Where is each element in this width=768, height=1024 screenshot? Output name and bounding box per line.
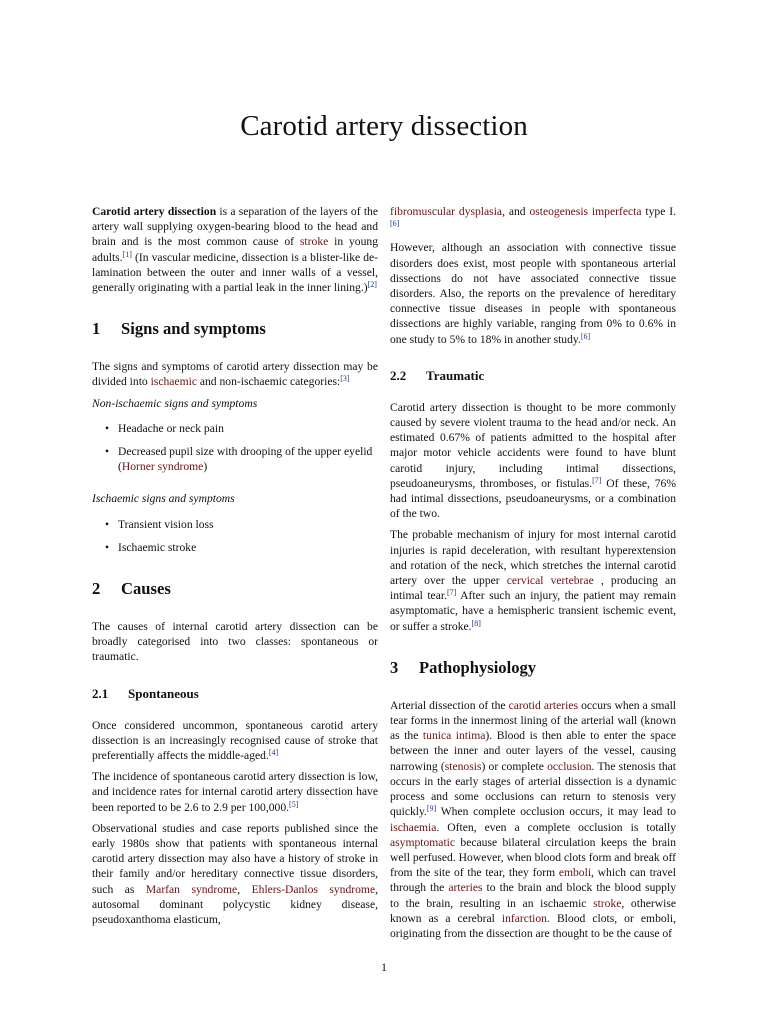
link-ehlers-danlos-syndrome[interactable]: Ehlers-Danlos syndrome — [251, 882, 376, 896]
ischaemic-subheading: Ischaemic signs and symptoms — [92, 492, 235, 506]
spontaneous-paragraph-2: The incidence of spontaneous carotid artery dissection is low, and incidence rates for internal carotid artery dissection have been reported to be 2.6 to 2.9 per 100,000.[5] — [92, 770, 378, 814]
citation-ref[interactable]: [8] — [471, 618, 481, 628]
link-cervical-vertebrae[interactable]: cervical vertebrae — [506, 574, 594, 588]
page-number: 1 — [381, 960, 387, 974]
spontaneous-paragraph-3: Observational studies and case reports published since the early 1980s show that patients with spontaneous internal carotid artery dissection may also have a history of stroke in their family and/or hereditary connective tissue disorders, such as Marfan syndrome, Ehlers-Danlos syndrome, autosomal dominant polycystic kidney disease, pseudoxanthoma elasticum, — [92, 821, 378, 927]
causes-paragraph: The causes of internal carotid artery dissection can be broadly categorised into two classes: spontaneous or traumatic. — [92, 620, 378, 664]
non-ischaemic-subheading: Non-ischaemic signs and symptoms — [92, 396, 258, 410]
link-horner-syndrome[interactable]: Horner syndrome — [121, 460, 204, 474]
non-ischaemic-list — [92, 421, 378, 475]
spontaneous-paragraph-3-continued: fibromuscular dysplasia, and osteogenesis imperfecta type I.[6] — [390, 205, 676, 229]
signs-paragraph: The signs and symptoms of carotid artery dissection may be divided into ischaemic and non-ischaemic categories:[3] — [92, 360, 378, 389]
link-ischaemic[interactable]: ischaemic — [150, 375, 197, 389]
link-infarction[interactable]: infarction — [501, 911, 547, 925]
bullet-icon: • — [105, 540, 110, 554]
traumatic-paragraph-1: Carotid artery dissection is thought to be more commonly caused by severe violent trauma to the head and/or neck. An estimated 0.67% of patients admitted to the hospital after major motor vehicle accidents were found to have blunt carotid injury, including intimal dissections, pseudoaneurysms, thromboses, or fistulas.[7] Of these, 76% had intimal dissections, pseudoaneurysms, or a combination of the two. — [390, 400, 676, 521]
citation-ref[interactable]: [9] — [426, 804, 437, 814]
citation-ref[interactable]: [5] — [289, 799, 299, 809]
link-stenosis[interactable]: stenosis — [444, 759, 482, 773]
section-heading-causes: 2 Causes — [92, 579, 171, 599]
link-arteries[interactable]: arteries — [448, 881, 483, 895]
pathophysiology-paragraph: Arterial dissection of the carotid arteries occurs when a small tear forms in the innermost lining of the arterial wall (known as the tunica intima). Blood is then able to enter the space between the inner and outer layers of the vessel, causing narrowing (stenosis) or complete occlusion. The stenosis that occurs in the early stages of arterial dissection is a dynamic process and some occlusions can return to stenosis very quickly.[9] When complete occlusion occurs, it may lead to ischaemia. Often, even a complete occlusion is totally asymptomatic because bilateral circulation keeps the brain well perfused. However, when blood clots form and break off from the site of the tear, they form emboli, which can travel through the arteries to the brain and block the blood supply to the brain, resulting in an ischaemic stroke, otherwise known as a cerebral infarction. Blood clots, or emboli, originating from the dissection are thought to be the cause of — [390, 698, 677, 940]
bullet-icon: • — [105, 445, 110, 459]
list-item: • Headache or neck pain — [105, 421, 224, 435]
citation-ref[interactable]: [4] — [268, 748, 279, 758]
section-heading-signs-and-symptoms: 1 Signs and symptoms — [92, 319, 266, 339]
citation-ref[interactable]: [1] — [122, 249, 132, 259]
citation-ref[interactable]: [2] — [367, 280, 377, 290]
link-occlusion[interactable]: occlusion — [547, 759, 592, 773]
citation-ref[interactable]: [6] — [580, 331, 591, 341]
subsection-heading-traumatic: 2.2 Traumatic — [390, 367, 485, 383]
link-asymptomatic[interactable]: asymptomatic — [390, 835, 456, 849]
left-column — [92, 204, 378, 933]
link-osteogenesis-imperfecta[interactable]: osteogenesis imperfecta — [529, 205, 642, 218]
citation-ref[interactable]: [3] — [340, 374, 350, 384]
spontaneous-paragraph-1: Once considered uncommon, spontaneous carotid artery dissection is an increasingly recognised cause of stroke that preferentially affects the middle-aged.[4] — [92, 718, 378, 763]
intro-term: Carotid artery dissection — [92, 205, 217, 218]
subsection-heading-spontaneous: 2.1 Spontaneous — [92, 685, 199, 701]
list-item: • Decreased pupil size with drooping of the upper eyelid (Horner syndrome) — [105, 445, 373, 474]
right-column — [390, 204, 676, 947]
traumatic-paragraph-2: The probable mechanism of injury for most internal carotid injuries is rapid deceleration, with resultant hyperextension and rotation of the neck, which stretches the internal carotid artery over the upper cervical vertebrae , producing an intimal tear.[7] After such an injury, the patient may remain asymptomatic, have a hemispheric transient ischemic event, or suffer a stroke.[8] — [390, 528, 676, 633]
list-item: • Transient vision loss — [105, 517, 214, 531]
ischaemic-list — [92, 517, 378, 555]
link-stroke[interactable]: stroke — [299, 235, 329, 249]
link-carotid-arteries[interactable]: carotid arteries — [508, 698, 579, 712]
citation-ref[interactable]: [7] — [592, 475, 602, 485]
link-marfan-syndrome[interactable]: Marfan syndrome — [145, 882, 238, 896]
bullet-icon: • — [105, 517, 110, 531]
spontaneous-paragraph-4: However, although an association with connective tissue disorders does exist, most people with spontaneous arterial dissections do not have associated connective tissue disorders. Also, the reports on the prevalence of hereditary connective tissue diseases in people with spontaneous dissections are highly variable, ranging from 0% to 0.6% in one study to 5% to 18% in another study.[6] — [390, 241, 676, 346]
citation-ref[interactable]: [7] — [446, 588, 457, 598]
intro-paragraph: Carotid artery dissection is a separation of the layers of the artery wall supplying oxygen-bearing blood to the head and brain and is the most common cause of stroke in young adults.[1] (In vascular medicine, dissection is a blister-like de-lamination between the outer and inner walls of a vessel, generally originating with a partial leak in the inner lining.)[2] — [92, 205, 378, 295]
section-heading-pathophysiology: 3 Pathophysiology — [390, 657, 537, 677]
link-tunica-intima[interactable]: tunica intima — [422, 729, 486, 743]
link-ischaemia[interactable]: ischaemia — [390, 820, 437, 834]
link-fibromuscular-dysplasia[interactable]: fibromuscular dysplasia — [390, 205, 503, 218]
bullet-icon: • — [105, 421, 110, 435]
link-stroke-2[interactable]: stroke — [593, 896, 622, 910]
list-item: • Ischaemic stroke — [105, 540, 197, 554]
link-emboli[interactable]: emboli — [558, 866, 592, 880]
citation-ref[interactable]: [6] — [390, 219, 400, 229]
page-title: Carotid artery dissection — [240, 110, 528, 142]
